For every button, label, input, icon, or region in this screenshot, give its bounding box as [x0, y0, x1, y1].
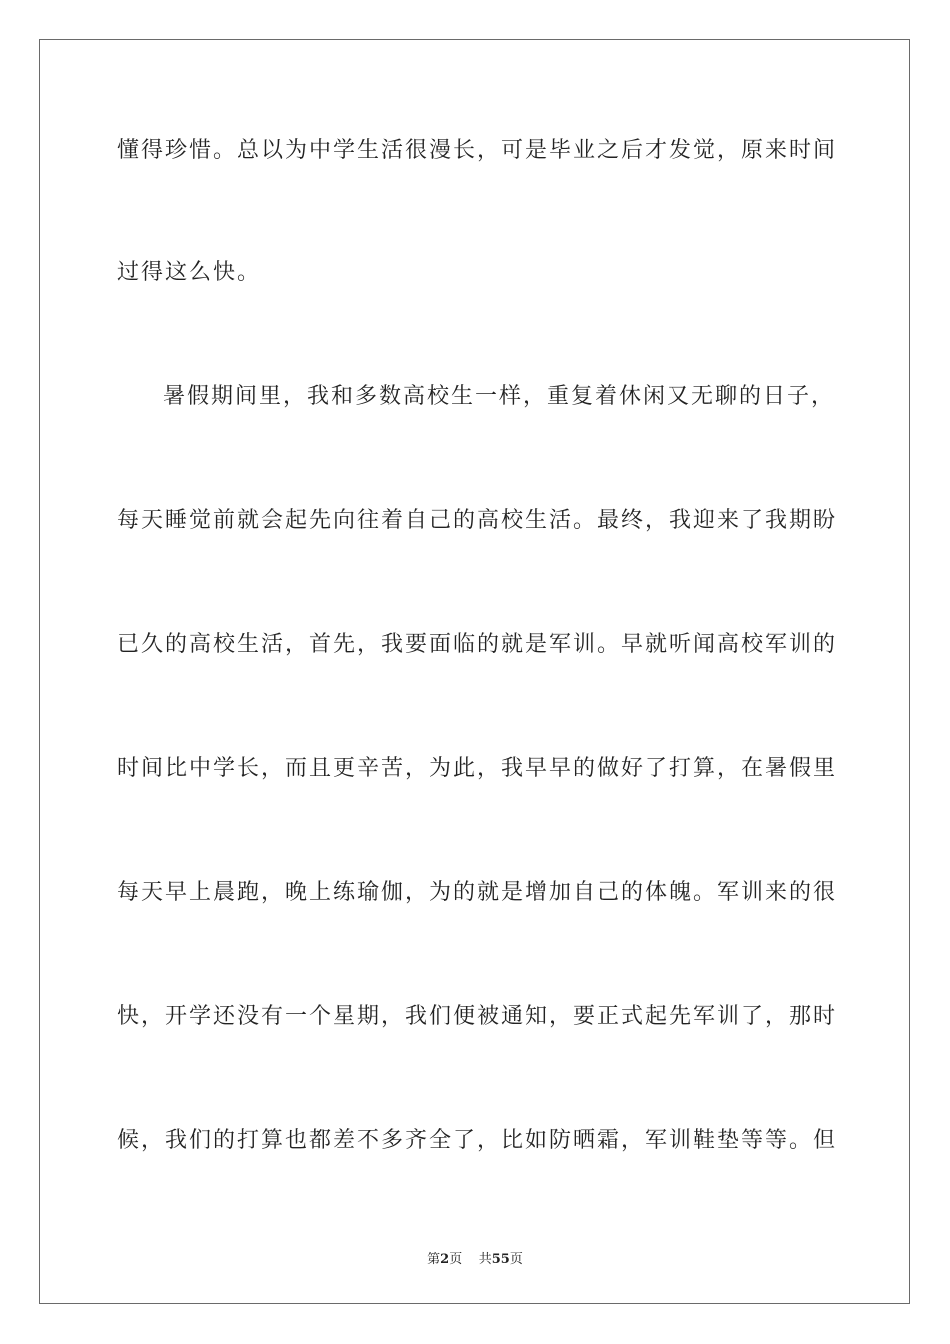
text-line-5: 已久的高校生活，首先，我要面临的就是军训。早就听闻高校军训的 [117, 632, 838, 657]
text-line-9: 候，我们的打算也都差不多齐全了，比如防晒霜，军训鞋垫等等。但 [117, 1128, 838, 1153]
text-line-8: 快，开学还没有一个星期，我们便被通知，要正式起先军训了，那时 [117, 1004, 838, 1029]
footer-page-prefix: 第 [427, 1252, 441, 1267]
page-footer [0, 1248, 950, 1267]
text-line-3: 暑假期间里，我和多数高校生一样，重复着休闲又无聊的日子， [163, 384, 836, 409]
footer-page-suffix: 页 [449, 1252, 463, 1267]
footer-page-number: 2 [440, 1252, 450, 1267]
text-line-7: 每天早上晨跑，晚上练瑜伽，为的就是增加自己的体魄。军训来的很 [117, 880, 838, 905]
page-border [39, 39, 910, 1304]
text-line-6: 时间比中学长，而且更辛苦，为此，我早早的做好了打算，在暑假里 [117, 756, 838, 781]
footer-total-pages: 55 [491, 1252, 510, 1267]
footer-total-suffix: 页 [509, 1252, 523, 1267]
text-line-4: 每天睡觉前就会起先向往着自己的高校生活。最终，我迎来了我期盼 [117, 508, 838, 533]
footer-total-prefix: 共 [478, 1252, 492, 1267]
text-line-1: 懂得珍惜。总以为中学生活很漫长，可是毕业之后才发觉，原来时间 [117, 138, 838, 163]
text-line-2: 过得这么快。 [117, 260, 262, 285]
